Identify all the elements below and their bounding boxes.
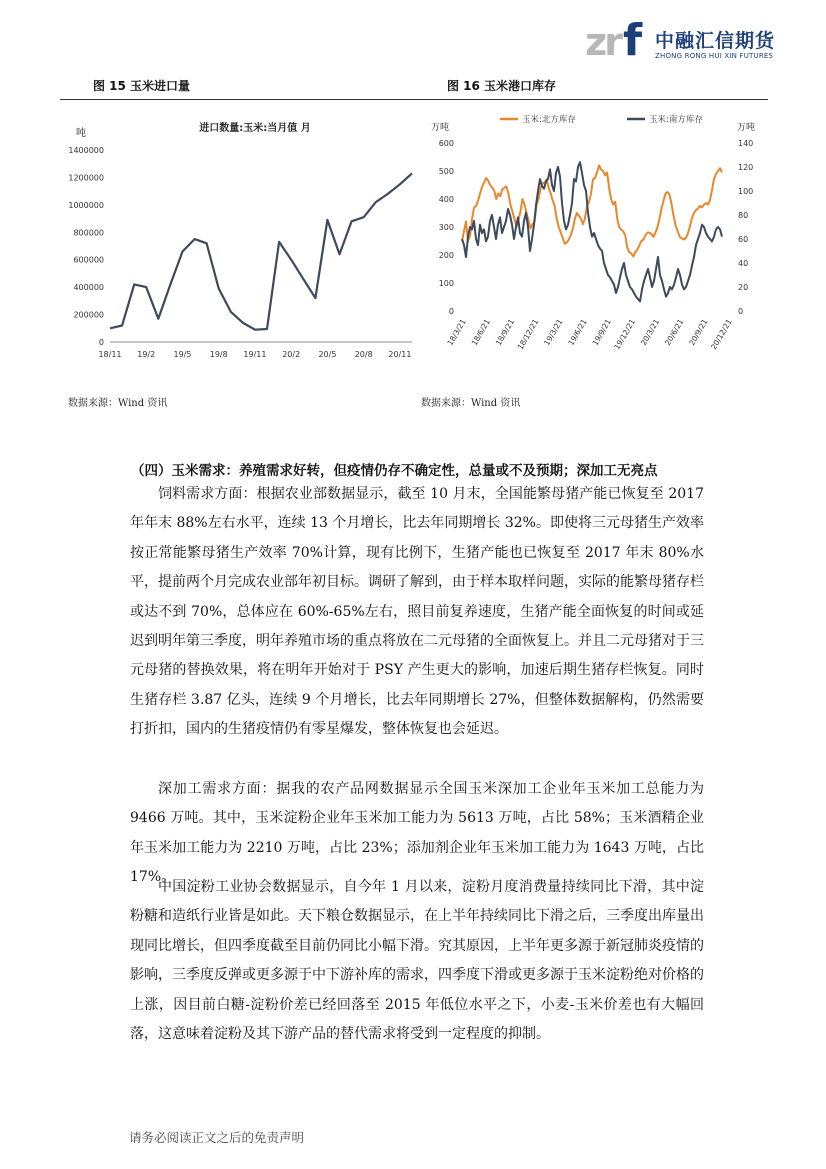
company-logo xyxy=(585,15,785,66)
company-name-cn: 中融汇信期货 xyxy=(655,30,776,52)
x-tick-label: 20/6/21 xyxy=(663,317,686,348)
paragraph-text: 不到 70%，总体应在 60%-65%左右，照目前复养速度，生猪产能全面恢复的时间或延迟到明 xyxy=(130,603,704,650)
paragraph-text: 粉糖和造纸行业皆是如此。天下粮仓数据显示，在上半年持续同比下滑之后，三季度出库量 xyxy=(130,908,690,925)
x-tick-label: 18/3/21 xyxy=(445,317,468,348)
axes xyxy=(439,139,754,351)
x-tick-label: 19/5 xyxy=(173,350,192,359)
y-axis-label-left: 万吨 xyxy=(431,123,450,133)
y-tick-label: 1400000 xyxy=(68,146,104,155)
x-tick-label: 19/8 xyxy=(209,350,228,359)
x-tick-label: 20/3/21 xyxy=(638,317,662,348)
y-axis-label: 吨 xyxy=(76,128,86,139)
legend xyxy=(500,114,703,125)
paragraph-text: 9466 万吨。其中，玉米淀粉企业年玉米加工能力为 5613 万吨，占比 58%；玉米酒精企业年 xyxy=(130,810,704,856)
paragraph-text: 价格的上涨，因目前白糖-淀粉价差已经回落至 2015 年低位水平之下，小麦-玉米价差也有 xyxy=(130,967,704,1013)
x-tick-label: 19/6/21 xyxy=(566,317,589,348)
x-tick-label: 20/12/21 xyxy=(709,317,734,352)
paragraph-text: 中国淀粉工业协会数据显示，自今年 1 月以来，淀粉月度消费量持续同比下滑，其中淀 xyxy=(158,879,704,895)
figure-15-title: 图 15 玉米进口量 xyxy=(93,79,191,93)
x-tick-label: 18/6/21 xyxy=(469,317,492,348)
y-tick-label-right: 0 xyxy=(738,307,744,316)
figure-16-title: 图 16 玉米港口库存 xyxy=(447,79,557,93)
x-tick-label: 19/9/21 xyxy=(590,317,613,348)
x-tick-label: 19/2 xyxy=(137,350,156,359)
y-tick-label-right: 100 xyxy=(738,187,754,196)
chart-title: 进口数量:玉米:当月值 月 xyxy=(199,123,311,134)
y-tick-label: 800000 xyxy=(73,228,104,238)
paragraph-text: 出现同比增长，但四季度截至目前仍同比小幅下滑。究其原因，上半年更多源于新冠肺炎疫 xyxy=(130,908,704,954)
paragraph-feed-demand xyxy=(130,480,704,745)
y-tick-label-right: 80 xyxy=(738,211,749,220)
paragraph-text: 情的影响，三季度反弹或更多源于中下游补库的需求，四季度下滑或更多源于玉米淀粉绝对 xyxy=(130,937,704,984)
legend-label: 玉米:北方库存 xyxy=(522,115,576,125)
y-tick-label-left: 300 xyxy=(438,223,454,232)
y-tick-label-right: 60 xyxy=(738,235,749,244)
y-tick-label-left: 200 xyxy=(438,251,454,260)
y-tick-label-right: 140 xyxy=(738,139,754,148)
y-tick-label: 400000 xyxy=(73,283,104,293)
company-name-en: ZHONG RONG HUI XIN FUTURES xyxy=(655,52,774,60)
x-tick-label: 18/9/21 xyxy=(493,317,517,348)
paragraph-text: 存栏 3.87 亿头，连续 9 个月增长，比去年同期增长 27%，但整体数据解构，仍然需要打折 xyxy=(130,691,704,738)
x-tick-label: 18/11 xyxy=(98,350,122,359)
port-inventory-chart xyxy=(420,110,765,390)
x-tick-label: 20/5 xyxy=(318,350,337,359)
y-tick-label-left: 400 xyxy=(438,195,454,204)
x-tick-label: 19/12/21 xyxy=(612,317,638,352)
plot-area xyxy=(462,162,722,301)
y-tick-label-left: 500 xyxy=(438,167,454,176)
paragraph-text: 深加工需求方面：据我的农产品网数据显示全国玉米深加工企业年玉米加工总能力为 xyxy=(158,781,704,797)
paragraph-text: 年第三季度，明年养殖市场的重点将放在二元母猪的全面恢复上。并且二元母猪对于三元母 xyxy=(130,633,704,679)
y-tick-label: 200000 xyxy=(73,310,104,320)
y-tick-label: 0 xyxy=(98,338,104,347)
series-line-import-volume xyxy=(110,173,412,329)
y-tick-label: 1000000 xyxy=(68,200,104,210)
x-tick-label: 20/2 xyxy=(282,350,301,359)
paragraph-text: 年年末 88%左右水平，连续 13 个月增长，比去年同期增长 32%。即使将三元母猪生产效率按 xyxy=(130,515,704,561)
logo-mark-zr: zr xyxy=(585,20,620,64)
paragraph-text: 猪的替换效果，将在明年开始对于 PSY 产生更大的影响，加速后期生猪存栏恢复。同时生猪 xyxy=(130,662,704,708)
y-tick-label-left: 0 xyxy=(448,307,454,316)
y-tick-label-right: 40 xyxy=(738,259,749,268)
paragraph-text: 扣，国内的生猪疫情仍有零星爆发，整体恢复也会延迟。 xyxy=(158,721,508,738)
x-tick-label: 19/11 xyxy=(243,350,267,359)
y-tick-label: 1200000 xyxy=(68,173,104,183)
plot-area xyxy=(110,173,412,329)
disclaimer-footer: 请务必阅读正文之后的免责声明 xyxy=(129,1130,305,1145)
paragraph-text: 饲料需求方面：根据农业部数据显示，截至 10 月末，全国能繁母猪产能已恢复至 2017 xyxy=(158,486,704,502)
header-divider xyxy=(60,99,768,100)
x-tick-label: 20/11 xyxy=(388,350,412,359)
x-tick-label: 18/12/21 xyxy=(515,317,541,352)
figure-15-source: 数据来源：Wind 资讯 xyxy=(68,398,168,409)
figure-16-source: 数据来源：Wind 资讯 xyxy=(421,398,521,409)
series-line-north-inventory xyxy=(462,165,722,256)
import-volume-chart xyxy=(60,112,420,384)
paragraph-text: 前两个月完成农业部年初目标。调研了解到，由于样本取样问题，实际的能繁母猪存栏或达 xyxy=(130,574,704,620)
y-tick-label-right: 20 xyxy=(738,283,749,292)
y-tick-label-left: 100 xyxy=(438,279,454,288)
paragraph-text: 玉米加工能力为 2210 万吨，占比 23%；添加剂企业年玉米加工能力为 1643 万吨，占比 17%。 xyxy=(130,839,705,886)
paragraph-text: 正常能繁母猪生产效率 70%计算，现有比例下，生猪产能也已恢复至 2017 年末 80%水平，提 xyxy=(130,544,704,591)
y-tick-label: 600000 xyxy=(73,255,104,265)
section-heading: （四）玉米需求：养殖需求好转，但疫情仍存不确定性，总量或不及预期；深加工无亮点 xyxy=(131,463,658,479)
paragraph-text: 大幅回落，这意味着淀粉及其下游产品的替代需求将受到一定程度的抑制。 xyxy=(130,996,704,1043)
x-tick-label: 20/9/21 xyxy=(687,317,710,348)
legend-label: 玉米:南方库存 xyxy=(649,115,703,125)
paragraph-starch-industry xyxy=(130,873,704,1049)
y-tick-label-left: 600 xyxy=(438,139,454,148)
logo-mark-f: f xyxy=(623,15,643,66)
x-tick-label: 20/8 xyxy=(354,350,373,359)
y-tick-label-right: 120 xyxy=(738,163,754,172)
x-tick-label: 19/3/21 xyxy=(542,317,565,348)
y-axis-label-right: 万吨 xyxy=(737,123,756,133)
